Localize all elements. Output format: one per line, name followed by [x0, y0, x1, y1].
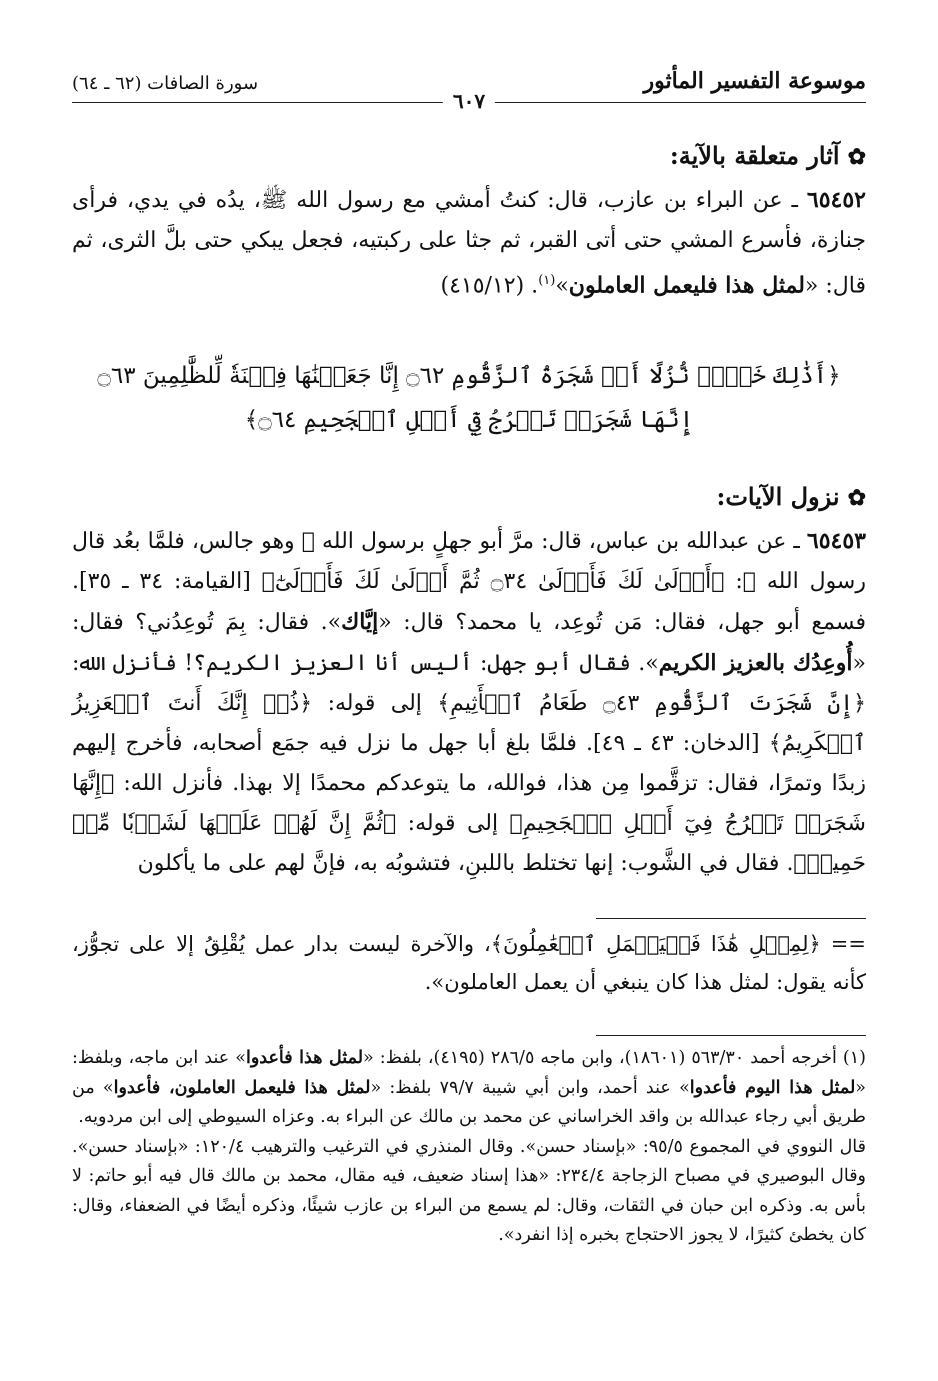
- footnote-1: (١) أخرجه أحمد ٥٦٣/٣٠ (١٨٦٠١)، وابن ماجه ٢٨٦/٥ (٤١٩٥)، بلفظ: «لمثل هذا فأعدوا» عند ابن ماجه، وبلفظ: «لمثل هذا اليوم فأعدوا» عند أحمد، وابن أبي شيبة ٧٩/٧ بلفظ: «لمثل هذا فليعمل العاملون، فأعدوا» من طريق أبي رجاء عبدالله بن واقد الخراساني عن محمد بن مالك عن البراء به. وعزاه السيوطي إلى ابن مردويه.: [72, 1048, 867, 1128]
- footnote-rule: [596, 1035, 866, 1036]
- footnote-marker: (١): [538, 273, 556, 288]
- narration-number: ٦٥٤٥٢: [806, 187, 866, 213]
- verse-line-1: ﴿أَذَٰلِكَ خَيۡرٞ نُّزُلًا أَمۡ شَجَرَةُ ٱلزَّقُّومِ ۝٦٢ إِنَّا جَعَلۡنَٰهَا فِتۡنَةٗ لِّلظَّٰلِمِينَ ۝٦٣: [97, 363, 841, 390]
- section-title: آثار متعلقة بالآية:: [669, 141, 840, 170]
- book-title: موسوعة التفسير المأثور: [643, 68, 866, 94]
- narration-number: ٦٥٤٥٣: [806, 528, 866, 555]
- page-number: ٦٠٧: [443, 89, 495, 113]
- continuation-rule: [596, 918, 866, 919]
- verse-line-2: إِنَّهَا شَجَرَةٞ تَخۡرُجُ فِيٓ أَصۡلِ ٱلۡجَحِيمِ ۝٦٤﴾: [244, 407, 694, 434]
- page: [72, 60, 866, 1251]
- continued-footnote: == ﴿لِمِثۡلِ هَٰذَا فَلۡيَعۡمَلِ ٱلۡعَٰمِلُونَ﴾، والآخرة ليست بدار عمل يُقْلِقُ إلا على تجوُّز، كأنه يقول: لمثل هذا كان ينبغي أن يعمل العاملون».: [72, 932, 866, 995]
- quran-verses: [72, 354, 866, 442]
- section-title: نزول الآيات:: [716, 482, 840, 512]
- hadith-text: لمثل هذا فليعمل العاملون: [568, 272, 805, 299]
- flower-icon: ✿: [847, 485, 866, 512]
- narration-65453: ٦٥٤٥٣ ـ عن عبدالله بن عباس، قال: مرَّ أبو جهلٍ برسول الله ﷺ وهو جالس، فلمَّا بعُد قال رسول الله ﷺ: ﴿أَوۡلَىٰ لَكَ فَأَوۡلَىٰ ۝٣٤ ثُمَّ أَوۡلَىٰ لَكَ فَأَوۡلَىٰٓ﴾ [القيامة: ٣٤ ـ ٣٥]. فسمع أبو جهل، فقال: مَن تُوعِد، يا محمد؟ قال: «إيَّاك». فقال: بِمَ تُوعِدُني؟ فقال: «أُوعِدُك بالعزيز الكريم». فقال أبو جهل: أليس أنا العزيز الكريم؟! فأنزل الله: ﴿إِنَّ شَجَرَتَ ٱلزَّقُّومِ ۝٤٣ طَعَامُ ٱلۡأَثِيمِ﴾ إلى قوله: ﴿ذُقۡ إِنَّكَ أَنتَ ٱلۡعَزِيزُ ٱلۡكَرِيمُ﴾ [الدخان: ٤٣ ـ ٤٩]. فلمَّا بلغ أبا جهل ما نزل فيه جمَع أصحابه، فأخرج إليهم زبدًا وتمرًا، فقال: تزقَّموا مِن هذا، فوالله، ما يتوعدكم محمدًا إلا بهذا. فأنزل الله: ﴿إِنَّهَا شَجَرَةٞ تَخۡرُجُ فِيٓ أَصۡلِ ٱلۡجَحِيمِ﴾ إلى قوله: ﴿ثُمَّ إِنَّ لَهُمۡ عَلَيۡهَا لَشَوۡبٗا مِّنۡ حَمِيمٖ﴾. فقال في الشَّوب: إنها تختلط باللبنِ، فتشوبُه به، فإنَّ لهم على ما يأكلون: [72, 528, 866, 877]
- footnote-grading: قال النووي في المجموع ٩٥/٥: «بإسناد حسن». وقال المنذري في الترغيب والترهيب ١٢٠/٤: «بإسناد حسن». وقال البوصيري في مصباح الزجاجة ٢٣٤/٤: «هذا إسناد ضعيف، فيه مقال، محمد بن مالك قال فيه أبو حاتم: لا بأس به. وذكره ابن حبان في الثقات، وقال: لم يسمع من البراء بن عازب شيئًا، وذكره أيضًا في الضعفاء، وقال: كان يخطئ كثيرًا، لا يجوز الاحتجاج بخبره إذا انفرد».: [72, 1136, 867, 1246]
- header-rule: [72, 89, 866, 113]
- section-heading-revelation: [72, 482, 866, 511]
- surah-label: سورة الصافات (٦٢ ـ ٦٤): [72, 73, 259, 94]
- flower-icon: ✿: [847, 144, 866, 170]
- section-heading-related: [72, 141, 866, 170]
- narration-65452: ٦٥٤٥٢ ـ عن البراء بن عازب، قال: كنتُ أمشي مع رسول الله ﷺ، يدُه في يدي، فرأى جنازة، فأسرع المشي حتى أتى القبر، ثم جثا على ركبتيه، فجعل يبكي حتى بلَّ الثرى، ثم قال: «لمثل هذا فليعمل العاملون»$^{(١)}$. (٤١٥/١٢): [72, 187, 866, 299]
